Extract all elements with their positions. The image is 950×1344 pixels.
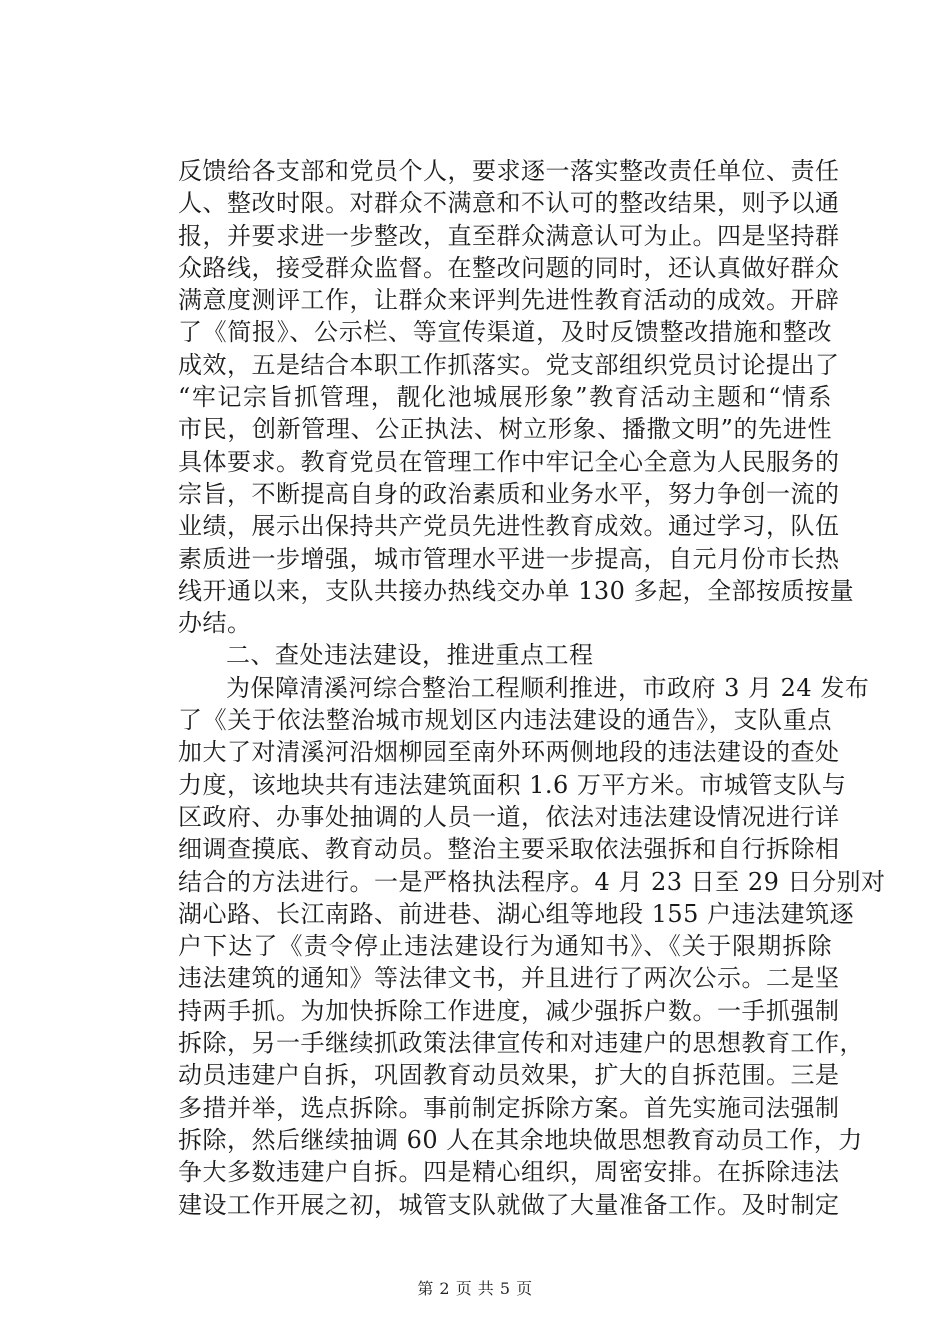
text-line: 区政府、办事处抽调的人员一道，依法对违法建设情况进行详 (178, 802, 840, 831)
text-line: 持两手抓。为加快拆除工作进度，减少强拆户数。一手抓强制 (178, 996, 840, 1025)
text-line: 宗旨，不断提高自身的政治素质和业务水平，努力争创一流的 (178, 479, 840, 508)
text-line: 众路线，接受群众监督。在整改问题的同时，还认真做好群众 (178, 253, 840, 282)
text-line: 了《关于依法整治城市规划区内违法建设的通告》，支队重点 (178, 706, 832, 735)
text-line: 人、整改时限。对群众不满意和不认可的整改结果，则予以通 (178, 189, 840, 218)
page-number: 第 2 页 共 5 页 (417, 1279, 533, 1298)
text-line: 报，并要求进一步整改，直至群众满意认可为止。四是坚持群 (178, 221, 840, 250)
text-line: 为保障清溪河综合整治工程顺利推进，市政府 3 月 24 发布 (226, 673, 870, 702)
text-line: 户下达了《责令停止违法建设行为通知书》、《关于限期拆除 (178, 932, 832, 961)
text-line: 素质进一步增强，城市管理水平进一步提高，自元月份市长热 (178, 544, 840, 573)
text-line: 满意度测评工作，让群众来评判先进性教育活动的成效。开辟 (178, 286, 840, 315)
section-heading: 二、查处违法建设，推进重点工程 (226, 641, 594, 670)
text-line: 成效，五是结合本职工作抓落实。党支部组织党员讨论提出了 (178, 350, 840, 379)
text-line: 具体要求。教育党员在管理工作中牢记全心全意为人民服务的 (178, 447, 840, 476)
text-line: 多措并举，选点拆除。事前制定拆除方案。首先实施司法强制 (178, 1093, 840, 1122)
text-line: “牢记宗旨抓管理，靓化池城展形象”教育活动主题和“情系 (178, 383, 832, 412)
text-line: 动员违建户自拆，巩固教育动员效果，扩大的自拆范围。三是 (178, 1061, 840, 1090)
text-line: 拆除，然后继续抽调 60 人在其余地块做思想教育动员工作，力 (178, 1125, 863, 1154)
text-line: 办结。 (178, 609, 252, 638)
document-body (178, 155, 886, 1221)
text-line: 业绩，展示出保持共产党员先进性教育成效。通过学习，队伍 (178, 512, 840, 541)
text-line: 建设工作开展之初，城管支队就做了大量准备工作。及时制定 (178, 1190, 840, 1219)
text-line: 结合的方法进行。一是严格执法程序。4 月 23 日至 29 日分别对 (178, 867, 886, 896)
text-line: 市民，创新管理、公正执法、树立形象、播撒文明”的先进性 (178, 415, 832, 444)
text-line: 了《简报》、公示栏、等宣传渠道，及时反馈整改措施和整改 (178, 318, 832, 347)
text-line: 湖心路、长江南路、前进巷、湖心组等地段 155 户违法建筑逐 (178, 899, 855, 928)
text-line: 线开通以来，支队共接办热线交办单 130 多起，全部按质按量 (178, 576, 855, 605)
text-line: 争大多数违建户自拆。四是精心组织，周密安排。在拆除违法 (178, 1158, 840, 1187)
text-line: 拆除，另一手继续抓政策法律宣传和对违建户的思想教育工作， (178, 1029, 864, 1058)
text-line: 加大了对清溪河沿烟柳园至南外环两侧地段的违法建设的查处 (178, 738, 840, 767)
text-line: 违法建筑的通知》等法律文书，并且进行了两次公示。二是坚 (178, 964, 840, 993)
text-line: 反馈给各支部和党员个人，要求逐一落实整改责任单位、责任 (178, 157, 840, 185)
text-line: 力度，该地块共有违法建筑面积 1.6 万平方米。市城管支队与 (178, 770, 847, 799)
text-line: 细调查摸底、教育动员。整治主要采取依法强拆和自行拆除相 (178, 835, 840, 864)
